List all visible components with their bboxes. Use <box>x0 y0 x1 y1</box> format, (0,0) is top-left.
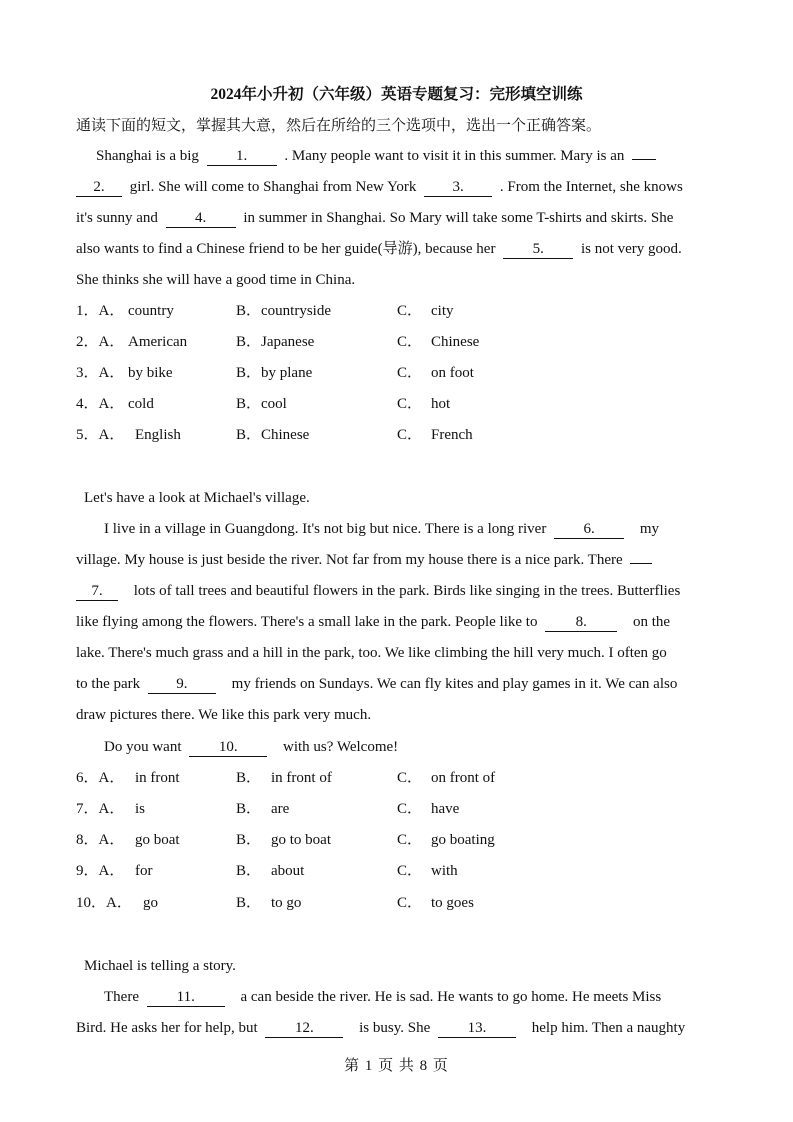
blank-5: 5. <box>503 241 573 259</box>
option-c: hot <box>431 396 451 412</box>
passage2-line5: lake. There's much grass and a hill in the park, too. We like climbing the hill very much. I often go <box>76 645 667 661</box>
passage1-line2: 2. girl. She will come to Shanghai from New York 3. . From the Internet, she knows <box>76 177 683 197</box>
passage2-line3: 7. lots of tall trees and beautiful flowers in the park. Birds like singing in the trees. Butterflies <box>76 581 680 601</box>
passage2-line1: I live in a village in Guangdong. It's not big but nice. There is a long river 6. my <box>104 521 659 537</box>
option-a: cold <box>128 396 154 412</box>
page-number-footer: 第 1 页 共 8 页 <box>344 1058 449 1074</box>
blank-9: 9. <box>148 676 216 694</box>
blank-7: 7. <box>76 583 118 601</box>
document-page: 2024年小升初（六年级）英语专题复习：完形填空训练 通读下面的短文，掌握其大意，然后在所给的三个选项中，选出一个正确答案。 Shanghai is a big 1. . Many people want to visit it in this summer. Mary is an 2. girl. She will come to Shanghai from New York 3. . From the Internet, she knows it's sunny and 4. in summer in Shanghai. So Mary will take some T-shirts and skirts. She also wants to find a Chinese friend to be her guide(导游), because her 5. is not very good. She thinks she will have a good time in China. 1．A． country B．countryside C． city 2．A． American B．Japanese C． Chinese 3．A． by bike B．by plane C． on foot 4．A． cold B．cool C． hot 5．A． English B．Chinese C． French Let's have a look at Michael's village. I live in a village in Guangdong. It's not big but nice. There is a long river 6. my village. My house is just beside the river. Not far from my house there is a nice park. There 7. lots of tall trees and beautiful flowers in the park. Birds like singing in the trees. Butterflies like flying among the flowers. There's a small lake in the park. People like to 8. on the lake. There's much grass and a hill in the park, too. We like climbing the hill very much. I often go to the park 9. my friends on Sundays. We can fly kites and play games in it. We can also draw pictures there. We like this park very much. Do you want 10. with us? Welcome! 6．A． in front B． in front of C． on front of 7．A． is B． are C． have 8．A． go boat B． go to boat C． go boating 9．A． for B． about C． with 10．A． go B． to go C． to goes Michael is telling a story. There 11. a can beside the river. He is sad. He wants to go home. He meets Miss Bird. He asks her for help, but 12. is busy. She 13. help him. Then a naughty 第 1 页 共 8 页 <box>0 0 793 1122</box>
option-c: on front of <box>431 770 496 786</box>
passage2-line7: draw pictures there. We like this park very much. <box>76 707 372 723</box>
option-c: Chinese <box>431 334 480 350</box>
option-a: in front <box>135 770 180 786</box>
option-c: go boating <box>431 832 495 848</box>
passage1-line3: it's sunny and 4. in summer in Shanghai. So Mary will take some T-shirts and skirts. She <box>76 210 674 226</box>
blank-2-start <box>632 159 656 160</box>
option-b: B．by plane <box>236 365 313 381</box>
passage3-intro: Michael is telling a story. <box>84 958 236 974</box>
option-a: English <box>135 427 181 443</box>
passage1-line5: She thinks she will have a good time in China. <box>76 272 356 288</box>
passage3-line1: There 11. a can beside the river. He is sad. He wants to go home. He meets Miss <box>104 989 662 1005</box>
blank-3: 3. <box>424 179 492 197</box>
option-a: American <box>128 334 188 350</box>
blank-2: 2. <box>76 179 122 197</box>
option-c: with <box>431 863 458 879</box>
passage2-line6: to the park 9. my friends on Sundays. We can fly kites and play games in it. We can also <box>76 676 678 692</box>
page-title: 2024年小升初（六年级）英语专题复习：完形填空训练 <box>210 86 583 103</box>
option-b: B．Chinese <box>236 427 310 443</box>
passage1-line4: also wants to find a Chinese friend to be her guide(导游), because her 5. is not very good. <box>76 241 682 257</box>
passage2-line2: village. My house is just beside the river. Not far from my house there is a nice park. There <box>76 550 656 570</box>
option-b: B．cool <box>236 396 287 412</box>
option-a: is <box>135 801 146 817</box>
option-c: on foot <box>431 365 474 381</box>
blank-1: 1. <box>207 148 277 166</box>
option-a: country <box>128 303 174 319</box>
option-b: to go <box>271 895 302 911</box>
instruction: 通读下面的短文，掌握其大意，然后在所给的三个选项中，选出一个正确答案。 <box>76 118 602 134</box>
option-a: by bike <box>128 365 173 381</box>
option-a: for <box>135 863 153 879</box>
passage2-line4: like flying among the flowers. There's a small lake in the park. People like to 8. on the <box>76 614 671 630</box>
option-c: to goes <box>431 895 474 911</box>
passage1-line1: Shanghai is a big 1. . Many people want to visit it in this summer. Mary is an <box>96 146 660 166</box>
option-c: city <box>431 303 454 319</box>
option-b: B．countryside <box>236 303 331 319</box>
blank-4: 4. <box>166 210 236 228</box>
blank-12: 12. <box>265 1020 343 1038</box>
option-b: go to boat <box>271 832 331 848</box>
option-b: B．Japanese <box>236 334 315 350</box>
option-c: French <box>431 427 473 443</box>
passage2-line8: Do you want 10. with us? Welcome! <box>104 739 399 755</box>
blank-13: 13. <box>438 1020 516 1038</box>
blank-11: 11. <box>147 989 225 1007</box>
passage3-line2: Bird. He asks her for help, but 12. is busy. She 13. help him. Then a naughty <box>76 1020 686 1036</box>
option-c: have <box>431 801 460 817</box>
passage2-intro: Let's have a look at Michael's village. <box>84 490 310 506</box>
blank-10: 10. <box>189 739 267 757</box>
blank-7-start <box>630 563 652 564</box>
option-b: in front of <box>271 770 332 786</box>
option-b: are <box>271 801 290 817</box>
option-a: go boat <box>135 832 180 848</box>
blank-8: 8. <box>545 614 617 632</box>
option-b: about <box>271 863 305 879</box>
blank-6: 6. <box>554 521 624 539</box>
option-a: go <box>143 895 158 911</box>
